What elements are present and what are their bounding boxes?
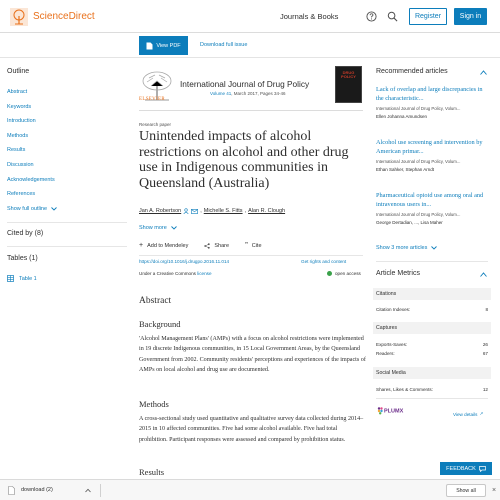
divider xyxy=(139,255,363,256)
article-title: Unintended impacts of alcohol restrictions on alcohol and other drug use in Indigenous communities in Queensland (Australia) xyxy=(139,129,349,191)
background-heading: Background xyxy=(139,319,181,329)
metric-value: 12 xyxy=(482,387,488,392)
divider xyxy=(100,484,101,497)
browser-downloads-bar xyxy=(0,479,500,500)
chevron-down-icon xyxy=(431,246,437,250)
download-full-issue-link[interactable]: Download full issue xyxy=(200,42,248,48)
divider xyxy=(376,398,488,399)
recommended-article-title[interactable]: Lack of overlap and large discrepancies in the characteristic... xyxy=(376,86,483,103)
view-pdf-label: View PDF xyxy=(156,42,181,49)
table-1-label: Table 1 xyxy=(19,275,37,282)
journals-books-link[interactable]: Journals & Books xyxy=(280,12,339,21)
show-full-outline-label: Show full outline xyxy=(7,205,48,212)
outline-item-keywords[interactable]: Keywords xyxy=(7,103,32,110)
plumx-logo-icon[interactable] xyxy=(376,406,406,415)
help-icon[interactable] xyxy=(366,11,377,22)
tables-heading: Tables (1) xyxy=(7,255,38,262)
recommended-article[interactable] xyxy=(376,191,488,225)
recommended-article-journal: International Journal of Drug Policy, Volum... xyxy=(376,158,461,164)
recommended-article-authors: Ethan Sahker, Stephan Arndt xyxy=(376,166,435,172)
sciencedirect-brand[interactable]: ScienceDirect xyxy=(33,11,95,22)
table-icon xyxy=(7,275,14,282)
metric-label: Readers: xyxy=(376,351,395,356)
plumx-wordmark: PLUMX xyxy=(384,408,404,415)
add-to-mendeley-button[interactable]: Add to Mendeley xyxy=(147,242,189,249)
captures-band: Captures xyxy=(373,322,491,334)
results-heading: Results xyxy=(139,467,165,477)
view-details-link[interactable] xyxy=(453,411,483,417)
sign-in-button[interactable]: Sign in xyxy=(454,8,487,25)
speech-bubble-icon xyxy=(479,466,486,472)
outline-heading: Outline xyxy=(7,68,30,75)
methods-paragraph: A cross-sectional study used quantitative and qualitative survey data collected during 2014–2015 in 10 affected communities. Five had some alcohol available. Five had total prohibition. Participant responses were assessed and compared by prohibition status. xyxy=(139,416,364,443)
outline-item-references[interactable]: References xyxy=(7,191,36,198)
license-link[interactable]: license xyxy=(197,271,212,276)
outline-item-results[interactable]: Results xyxy=(7,147,26,154)
elsevier-tree-logo-icon[interactable] xyxy=(10,8,28,26)
view-details-label: View details xyxy=(453,411,478,417)
author-link[interactable]: Jan A. Robertson xyxy=(139,208,182,214)
show-more-articles-button[interactable] xyxy=(376,245,437,251)
chevron-down-icon xyxy=(171,226,177,230)
chevron-up-icon[interactable] xyxy=(480,272,487,277)
metric-value: 67 xyxy=(482,351,488,356)
search-icon[interactable] xyxy=(387,11,398,22)
open-access-label: open access xyxy=(335,271,361,276)
metric-value: 26 xyxy=(482,342,488,347)
divider xyxy=(139,110,363,111)
share-button[interactable]: Share xyxy=(214,242,230,249)
metric-label: Exports-Saves: xyxy=(376,342,408,347)
close-icon[interactable]: × xyxy=(492,487,497,494)
article-tools xyxy=(139,242,262,249)
register-button[interactable]: Register xyxy=(409,8,447,25)
citation-indexes-row xyxy=(376,307,488,312)
recommended-article-journal: International Journal of Drug Policy, Volum... xyxy=(376,211,461,217)
chevron-down-icon xyxy=(51,207,57,211)
journal-issue-date: , March 2017, Pages 34-46 xyxy=(231,91,286,96)
article-metrics-heading: Article Metrics xyxy=(376,270,420,277)
article-action-bar xyxy=(0,33,500,58)
methods-heading: Methods xyxy=(139,399,169,409)
cite-button[interactable]: Cite xyxy=(251,242,262,249)
journal-volume-link[interactable]: Volume 41 xyxy=(210,91,232,96)
show-more-articles-label: Show 3 more articles xyxy=(376,245,428,251)
show-more-button[interactable] xyxy=(139,225,177,231)
license-prefix: Under a Creative Commons xyxy=(139,271,196,276)
sidebar-divider xyxy=(7,246,127,247)
cited-by-section[interactable]: Cited by (8) xyxy=(7,230,44,237)
plus-icon: + xyxy=(139,242,144,249)
citations-band: Citations xyxy=(373,288,491,300)
outline-item-acknowledgements[interactable]: Acknowledgements xyxy=(7,176,55,183)
outline-item-introduction[interactable]: Introduction xyxy=(7,118,36,125)
recommended-articles-heading: Recommended articles xyxy=(376,68,448,75)
license-note xyxy=(139,271,212,276)
recommended-article-authors: Ellen Johanna Amundsen xyxy=(376,113,428,119)
recommended-article-title[interactable]: Alcohol use screening and intervention by American primar... xyxy=(376,139,483,156)
envelope-icon[interactable] xyxy=(191,209,198,214)
exports-saves-row xyxy=(376,342,488,347)
show-more-label: Show more xyxy=(139,225,167,231)
show-full-outline-button[interactable] xyxy=(7,206,127,212)
article-type-label: Research paper xyxy=(139,122,172,127)
external-link-icon: ↗ xyxy=(479,411,484,416)
background-paragraph: 'Alcohol Management Plans' (AMPs) with a focus on alcohol restrictions were implemented in 19 discrete Indigenous communities, in 15 Local Government Areas, by the Queensland Government from 2002. Community residents' perceptions and experiences of the impacts of AMPs on local alcohol and drug use are documented. xyxy=(139,336,366,374)
show-all-downloads-button[interactable]: Show all xyxy=(446,484,486,497)
shares-likes-row xyxy=(376,387,488,392)
view-pdf-button[interactable] xyxy=(139,36,188,55)
open-access-badge xyxy=(327,271,361,276)
author-separator: , xyxy=(200,208,202,214)
journal-title-link[interactable]: International Journal of Drug Policy xyxy=(180,79,310,89)
chevron-up-icon[interactable] xyxy=(480,70,487,75)
metric-value: 8 xyxy=(485,307,488,312)
person-icon[interactable] xyxy=(183,208,189,214)
pdf-icon xyxy=(146,42,153,50)
outline-item-abstract[interactable]: Abstract xyxy=(7,89,28,95)
doi-link[interactable]: https://doi.org/10.1016/j.drugpo.2016.11.014 xyxy=(139,259,230,264)
open-access-dot-icon xyxy=(327,271,332,276)
outline-item-discussion[interactable]: Discussion xyxy=(7,161,34,168)
share-icon xyxy=(204,243,210,249)
abstract-heading: Abstract xyxy=(139,296,172,306)
chevron-up-icon[interactable] xyxy=(85,488,91,493)
sidebar-divider xyxy=(7,222,127,223)
recommended-article-title[interactable]: Pharmaceutical opioid use among oral and intravenous users in... xyxy=(376,192,484,209)
author-list xyxy=(139,208,285,214)
get-rights-link[interactable]: Get rights and content xyxy=(301,259,347,264)
journal-cover-image[interactable] xyxy=(335,66,362,103)
recommended-article-authors: George Dertadian, ..., Lisa Maher xyxy=(376,219,443,225)
readers-row xyxy=(376,351,488,356)
elsevier-wordmark: ELSEVIER xyxy=(139,97,166,102)
quote-icon: ” xyxy=(245,240,248,250)
table-1-link[interactable] xyxy=(7,275,37,282)
recommended-article[interactable] xyxy=(376,138,488,172)
metric-label: Shares, Likes & Comments: xyxy=(376,387,433,392)
recommended-article-journal: International Journal of Drug Policy, Volum... xyxy=(376,105,461,111)
download-item[interactable]: download (2) xyxy=(21,487,53,493)
article-outline xyxy=(7,68,127,212)
social-media-band: Social Media xyxy=(373,367,491,379)
recommended-article[interactable] xyxy=(376,85,488,119)
outline-item-methods[interactable]: Methods xyxy=(7,132,29,139)
author-separator: , xyxy=(244,208,247,214)
feedback-label: FEEDBACK xyxy=(446,465,476,472)
author-link[interactable]: Michelle S. Fitts xyxy=(203,208,243,214)
metric-label: Citation Indexes: xyxy=(376,307,411,312)
cover-title: DRUG POLICY xyxy=(341,70,356,79)
file-icon xyxy=(8,486,15,495)
top-navigation-bar xyxy=(0,0,500,33)
journal-volume-info xyxy=(210,91,286,96)
author-link[interactable]: Alan R. Clough xyxy=(248,208,286,214)
divider xyxy=(376,261,488,262)
feedback-button[interactable] xyxy=(440,462,492,475)
